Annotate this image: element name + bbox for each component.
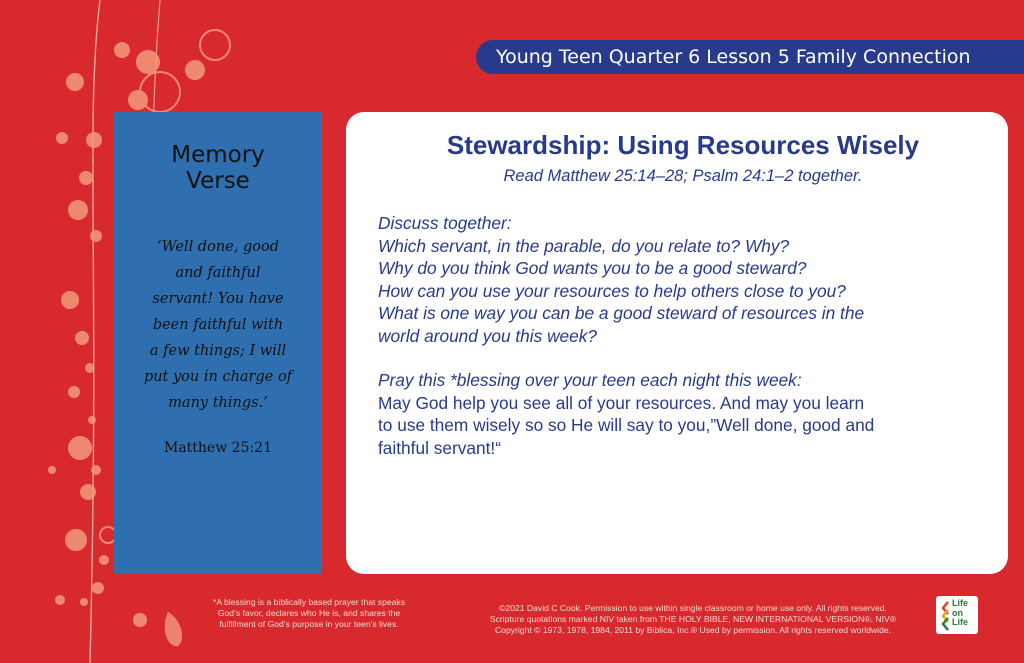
memory-verse-text [124,234,312,416]
blessing-footnote [198,597,420,630]
verse-line: been faithful with [152,317,284,333]
verse-line: put you in charge of [143,369,293,385]
memory-verse-title-line: Memory [171,142,265,168]
discuss-line: Discuss together: [378,213,512,233]
logo-line: on [952,607,963,618]
discuss-line: Which servant, in the parable, do you relate to? Why? [378,235,790,256]
copyright-line: ©2021 David C Cook. Permission to use within single classroom or home use only. All rights reserved. [499,603,887,613]
lesson-banner: Young Teen Quarter 6 Lesson 5 Family Connection [476,40,1024,74]
logo-text [952,599,968,628]
footnote-line: fulfillment of God’s purpose in your teen’s lives. [219,619,399,629]
footnote-line: *A blessing is a biblically based prayer that speaks [212,597,406,607]
blessing-line: to use them wisely so so He will say to you,”Well done, good and [378,415,875,435]
footnote-line: God’s favor, declares who He is, and shares the [217,608,401,618]
lesson-title: Stewardship: Using Resources Wisely [446,130,920,160]
discussion-questions [378,212,988,347]
memory-verse-title-line: Verse [186,168,250,194]
verse-line: many things.’ [168,395,268,411]
discuss-line: world around you this week? [378,325,598,346]
lesson-content-card [346,112,1008,574]
copyright-line: Scripture quotations marked NIV taken from THE HOLY BIBLE, NEW INTERNATIONAL VERSION®, NIV® [489,614,897,624]
verse-line: and faithful [175,265,261,281]
discuss-line: What is one way you can be a good steward of resources in the [378,303,865,323]
blessing-section [378,369,988,459]
memory-verse-card [114,112,322,574]
memory-verse-title [124,142,312,194]
blessing-line: faithful servant!“ [378,437,501,458]
logo-line: Life [952,598,969,608]
discuss-line: How can you use your resources to help others close to you? [378,280,846,301]
blessing-line: May God help you see all of your resources. And may you learn [378,392,865,413]
verse-line: servant! You have [152,291,284,307]
copyright-notice [458,603,928,636]
blessing-intro: Pray this *blessing over your teen each night this week: [378,370,802,390]
verse-reference: Matthew 25:21 [163,440,272,456]
verse-line: a few things; I will [149,343,287,359]
life-on-life-logo [936,596,978,634]
verse-line: ‘Well done, good [157,239,279,255]
logo-line: Life [952,617,969,627]
discuss-line: Why do you think God wants you to be a good steward? [378,258,807,278]
copyright-line: Copyright © 1973, 1978, 1984, 2011 by Biblica, Inc.® Used by permission. All rights reserved worldwide. [494,625,892,635]
reading-instruction: Read Matthew 25:14–28; Psalm 24:1–2 together. [503,167,863,185]
